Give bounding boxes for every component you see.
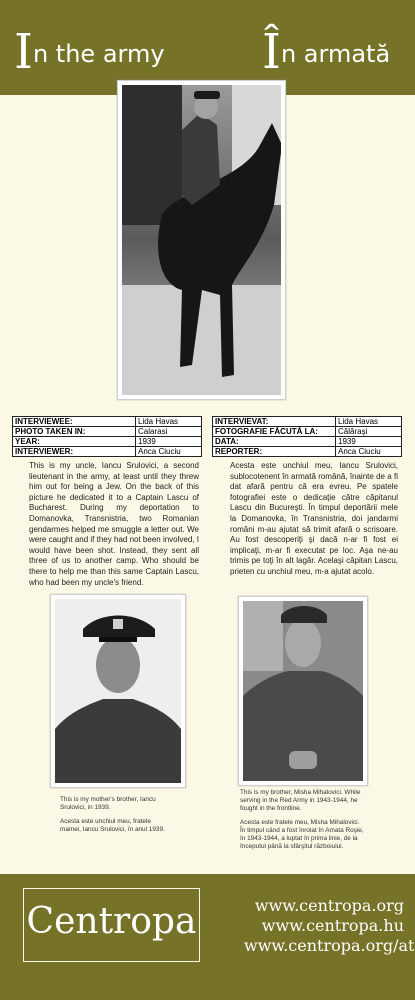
table-value: Anca Ciuciu	[136, 447, 202, 457]
title-ro-initial: Î	[262, 24, 281, 80]
table-value: 1939	[136, 437, 202, 447]
table-row	[213, 427, 402, 437]
caption-brother-romanian: Acesta este fratele meu, Misha Mihalovici. În timpul când a fost înrolat în Amata Roşie, în 1943-1944, a luptat în prima linie, de la începutul până la sfârşitul războiului.	[240, 819, 364, 850]
link-centropa-hu[interactable]: www.centropa.hu	[261, 916, 404, 935]
photo-brother-portrait	[238, 596, 368, 786]
table-value: 1939	[336, 437, 402, 447]
photo-uncle-portrait-image	[55, 599, 181, 783]
photo-officer-on-horse-image	[122, 85, 281, 395]
table-key: DATA:	[213, 437, 336, 447]
table-key: INTERVIEWER:	[13, 447, 136, 457]
table-key: INTERVIEVAT:	[213, 417, 336, 427]
title-en-rest: n the army	[32, 40, 165, 68]
table-row	[13, 437, 202, 447]
interview-table-romanian	[212, 416, 402, 457]
photo-uncle-portrait	[50, 594, 186, 788]
caption-brother-english: This is my brother, Misha Mihalovici. While serving in the Red Army in 1943-1944, he fought in the frontline.	[240, 789, 361, 812]
table-row	[213, 417, 402, 427]
table-key: REPORTER:	[213, 447, 336, 457]
centropa-logo	[23, 888, 200, 962]
title-romanian	[262, 24, 391, 80]
caption-uncle-romanian: Acesta este unchiul meu, fratele mamei, Iancu Srulovici, în anul 1939.	[60, 818, 165, 833]
interview-table-english	[12, 416, 202, 457]
caption-brother	[240, 789, 364, 857]
story-romanian: Acesta este unchiul meu, Iancu Srulovici, sublocotenent în armată română, înainte de a fi dat afară pentru că era evreu. Pe spatele fotografiei este o dedicaţie către căpitanul Lascu din Bucureşti. În timpul deportării mele la Domanovka, în Transnistria, doi jandarmi români m-au ajutat să trimit afară o scrisoare. Au fost descoperiţi şi dacă n-ar fi fost ei implicaţi, m-ar fi executat pe loc. Aşa ne-au trimis pe toţi în alt lagăr. Acelaşi căpitan Lascu, prieten cu unchiul meu, m-a ajutat acolo.	[230, 461, 398, 576]
link-centropa-org-at[interactable]: www.centropa.org/at	[244, 936, 415, 955]
footer-links	[244, 896, 415, 956]
table-value: Calarasi	[136, 427, 202, 437]
table-key: INTERVIEWEE:	[13, 417, 136, 427]
table-row	[13, 427, 202, 437]
table-value: Lida Havas	[136, 417, 202, 427]
table-key: FOTOGRAFIE FĂCUTĂ LA:	[213, 427, 336, 437]
logo-text: Centropa	[26, 901, 197, 942]
caption-uncle-english: This is my mother's brother, Iancu Srulovici, in 1939.	[60, 796, 156, 811]
table-value: Călăraşi	[336, 427, 402, 437]
title-ro-rest: n armată	[280, 40, 391, 68]
table-row	[213, 437, 402, 447]
table-row	[213, 447, 402, 457]
link-centropa-org[interactable]: www.centropa.org	[254, 896, 404, 915]
table-value: Lida Havas	[336, 417, 402, 427]
table-value: Anca Ciuciu	[336, 447, 402, 457]
table-row	[13, 447, 202, 457]
title-en-initial: I	[14, 24, 33, 80]
story-english: This is my uncle, Iancu Srulovici, a second lieutenant in the army, at least until they threw him out for being a Jew. On the back of this picture he dedicated it to a Captain Lascu of Bucharest. During my deportation to Domanovka, Transnistria, two Romanian gendarmes helped me smuggle a letter out. We were caught and if they had not been involved, I would have been shot. Instead, they sent all three of us to another camp. Who should be there to help me than this same Captain Lascu, who had been my uncle's friend.	[29, 461, 199, 587]
table-row	[13, 417, 202, 427]
table-key: YEAR:	[13, 437, 136, 447]
photo-officer-on-horse	[117, 80, 286, 400]
table-key: PHOTO TAKEN IN:	[13, 427, 136, 437]
photo-brother-portrait-image	[243, 601, 363, 781]
caption-uncle	[60, 796, 172, 840]
title-english	[14, 24, 165, 80]
